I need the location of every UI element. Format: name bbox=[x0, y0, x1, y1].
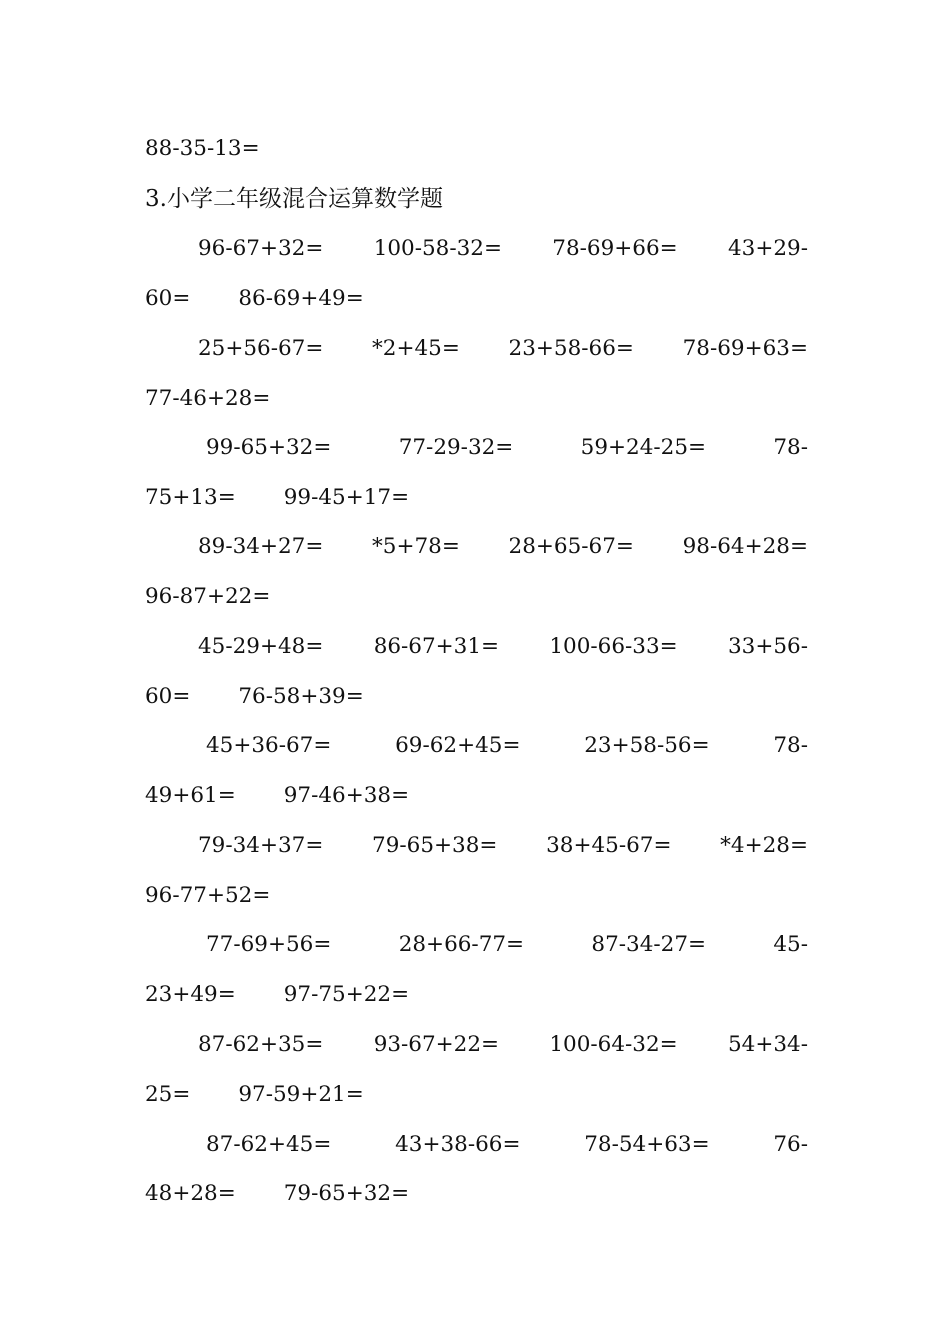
equation: 45+36-67= bbox=[206, 733, 332, 758]
equation-row-8-continued bbox=[145, 978, 810, 1012]
equation: 38+45-67= bbox=[546, 833, 672, 858]
equation-row-10-continued bbox=[145, 1177, 810, 1211]
equation: 45- bbox=[773, 932, 808, 957]
equation: 96-67+32= bbox=[198, 236, 324, 261]
equation: 96-87+22= bbox=[145, 584, 271, 609]
equation: 75+13= bbox=[145, 485, 236, 510]
equation: 87-34-27= bbox=[591, 932, 707, 957]
equation: 28+66-77= bbox=[398, 932, 525, 957]
equation: 33+56- bbox=[727, 634, 808, 659]
equation: 69-62+45= bbox=[395, 733, 521, 758]
equation: 45-29+48= bbox=[198, 634, 324, 659]
equation: *2+45= bbox=[372, 336, 460, 361]
equation: 59+24-25= bbox=[580, 435, 707, 460]
equation: 98-64+28= bbox=[682, 534, 808, 559]
equation: 99-65+32= bbox=[206, 435, 332, 460]
equation-row-3-continued bbox=[145, 481, 810, 515]
equation: 28+65-67= bbox=[508, 534, 634, 559]
equation: 97-59+21= bbox=[238, 1082, 364, 1107]
equation-row-5-continued bbox=[145, 680, 810, 714]
equation: 78- bbox=[773, 733, 808, 758]
equation: 100-66-33= bbox=[549, 634, 678, 659]
equation: 60= bbox=[145, 286, 191, 311]
equation: 93-67+22= bbox=[373, 1032, 500, 1057]
equation: 54+34- bbox=[727, 1032, 808, 1057]
equation: 23+58-56= bbox=[584, 733, 710, 758]
equation: 25+56-67= bbox=[198, 336, 324, 361]
section-heading: 3.小学二年级混合运算数学题 bbox=[145, 186, 443, 212]
equation: 100-64-32= bbox=[549, 1032, 678, 1057]
equation: 78-69+66= bbox=[552, 236, 678, 261]
equation: 60= bbox=[145, 684, 191, 709]
equation: 86-69+49= bbox=[238, 286, 364, 311]
equation: 48+28= bbox=[145, 1181, 236, 1206]
equation: 49+61= bbox=[145, 783, 236, 808]
equation-row-6 bbox=[206, 729, 808, 763]
top-equation-line bbox=[145, 132, 810, 166]
equation: *5+78= bbox=[372, 534, 460, 559]
equation: 78- bbox=[773, 435, 808, 460]
equation: 23+58-66= bbox=[508, 336, 634, 361]
equation: 79-65+38= bbox=[372, 833, 498, 858]
equation-row-1 bbox=[198, 232, 808, 266]
equation-row-7-continued bbox=[145, 879, 810, 913]
equation: 23+49= bbox=[145, 982, 236, 1007]
equation: 43+29- bbox=[727, 236, 808, 261]
equation-row-9 bbox=[198, 1028, 808, 1062]
equation-row-5 bbox=[198, 630, 808, 664]
equation-row-1-continued bbox=[145, 282, 810, 316]
equation: 87-62+45= bbox=[206, 1132, 332, 1157]
equation: 97-75+22= bbox=[283, 982, 410, 1007]
equation: 88-35-13= bbox=[145, 136, 260, 161]
equation-row-6-continued bbox=[145, 779, 810, 813]
equation-row-2 bbox=[198, 332, 808, 366]
equation: 97-46+38= bbox=[283, 783, 410, 808]
equation-row-7 bbox=[198, 829, 808, 863]
equation: 78-54+63= bbox=[584, 1132, 710, 1157]
equation: 77-29-32= bbox=[398, 435, 514, 460]
equation: 77-69+56= bbox=[206, 932, 332, 957]
equation: *4+28= bbox=[720, 833, 808, 858]
equation: 79-34+37= bbox=[198, 833, 324, 858]
equation-row-8 bbox=[206, 928, 808, 962]
equation: 99-45+17= bbox=[283, 485, 410, 510]
equation-row-4-continued bbox=[145, 580, 810, 614]
equation: 76- bbox=[773, 1132, 808, 1157]
equation: 100-58-32= bbox=[373, 236, 502, 261]
equation-row-3 bbox=[206, 431, 808, 465]
equation: 76-58+39= bbox=[238, 684, 364, 709]
equation: 86-67+31= bbox=[373, 634, 500, 659]
equation: 78-69+63= bbox=[682, 336, 808, 361]
equation: 25= bbox=[145, 1082, 191, 1107]
equation: 43+38-66= bbox=[395, 1132, 521, 1157]
equation-row-4 bbox=[198, 530, 808, 564]
equation: 77-46+28= bbox=[145, 386, 271, 411]
equation-row-9-continued bbox=[145, 1078, 810, 1112]
equation: 79-65+32= bbox=[283, 1181, 410, 1206]
equation: 89-34+27= bbox=[198, 534, 324, 559]
equation-row-10 bbox=[206, 1128, 808, 1162]
equation: 96-77+52= bbox=[145, 883, 271, 908]
equation-row-2-continued bbox=[145, 382, 810, 416]
equation: 87-62+35= bbox=[198, 1032, 324, 1057]
